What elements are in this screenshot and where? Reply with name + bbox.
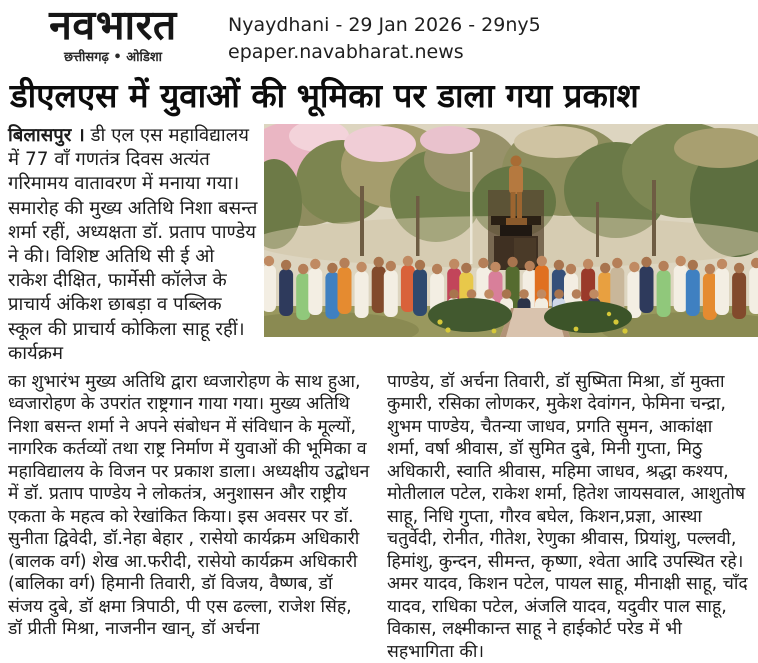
article-photo	[264, 124, 758, 337]
intro-paragraph	[8, 124, 264, 366]
epaper-url: epaper.navabharat.news	[228, 41, 464, 63]
dateline: बिलासपुर ।	[8, 124, 85, 146]
edition-date-line: Nyaydhani - 29 Jan 2026 - 29ny5	[228, 14, 541, 36]
article-headline: डीएलएस में युवाओं की भूमिका पर डाला गया प्रकाश	[10, 76, 639, 115]
edition-info	[228, 5, 541, 66]
logo-editions-line: छत्तीसगढ़ • ओडिशा	[63, 50, 163, 65]
flagpole	[470, 152, 473, 264]
article-top-section	[0, 124, 758, 366]
intro-text: डी एल एस महाविद्यालय में 77 वाँ गणतंत्र दिवस अत्यंत गरिमामय वातावरण में मनाया गया। समारोह की मुख्य अतिथि निशा बसन्त शर्मा रहीं, अध्यक्षता डॉ. प्रताप पाण्डेय ने की। विशिष्ट अतिथि सी ई ओ राकेश दीक्षित, फार्मेसी कॉलेज के प्राचार्य अंकिश छाबड़ा व पब्लिक स्कूल की प्राचार्य कोकिला साहू रहीं। कार्यक्रम	[8, 124, 258, 364]
left-column-paragraph: का शुभारंभ मुख्य अतिथि द्वारा ध्वजारोहण के साथ हुआ, ध्वजारोहण के उपरांत राष्ट्रगान गाया गया। मुख्य अतिथि निशा बसन्त शर्मा ने अपने संबोधन में संविधान के मूल्यों, नागरिक कर्तव्यों तथा राष्ट्र निर्माण में युवाओं की भूमिका व महाविद्यालय के विजन पर प्रकाश डाला। अध्यक्षीय उद्बोधन में डॉ. प्रताप पाण्डेय ने लोकतंत्र, अनुशासन और राष्ट्रीय एकता के महत्व को रेखांकित किया। इस अवसर पर डॉ. सुनीता द्विवेदी, डॉ.नेहा बेहार , रासेयो कार्यक्रम अधिकारी (बालक वर्ग) शेख आ.फरीदी, रासेयो कार्यक्रम अधिकारी (बालिका वर्ग) हिमानी तिवारी, डॉ विजय, वैष्णब, डॉ संजय दुबे, डॉ क्षमा त्रिपाठी, पी एस ढल्ला, राजेश सिंह, डॉ प्रीती मिश्रा, नाजनीन खान्, डॉ अर्चना	[8, 371, 370, 640]
right-column-paragraph: पाण्डेय, डॉ अर्चना तिवारी, डॉ सुष्मिता मिश्रा, डॉ मुक्ता कुमारी, रसिका लोणकर, मुकेश देवांगन, फेमिना चन्द्रा, शुभम पाण्डेय, चैतन्या जाधव, प्रगति सुमन, आकांक्षा शर्मा, वर्षा श्रीवास, डॉ सुमित दुबे, मिनी गुप्ता, मिठु अधिकारी, स्वाति श्रीवास, महिमा जाधव, श्रद्धा कश्यप, मोतीलाल पटेल, राकेश शर्मा, हितेश जायसवाल, आशुतोष साहू, निधि गुप्ता, गौरव बघेल, किशन,प्रज्ञा, आस्था चतुर्वेदी, रोनीत, गीतेश, रेणुका श्रीवास, प्रियांशु, पल्लवी, हिमांशु, कुन्दन, सीमन्त, कृष्णा, श्वेता आदि उपस्थित रहे। अमर यादव, किशन पटेल, पायल साहू, मीनाक्षी साहू, चाँद यादव, राधिका पटेल, अंजलि यादव, यदुवीर पाल साहू, विकास, लक्ष्मीकान्त साहू ने हाईकोर्ट परेड में भी सहभागिता की।	[387, 371, 748, 662]
navbharat-logo	[8, 1, 218, 65]
logo-wordmark: नवभारत	[49, 1, 177, 49]
masthead	[0, 0, 758, 66]
article-bottom-section	[0, 371, 758, 663]
